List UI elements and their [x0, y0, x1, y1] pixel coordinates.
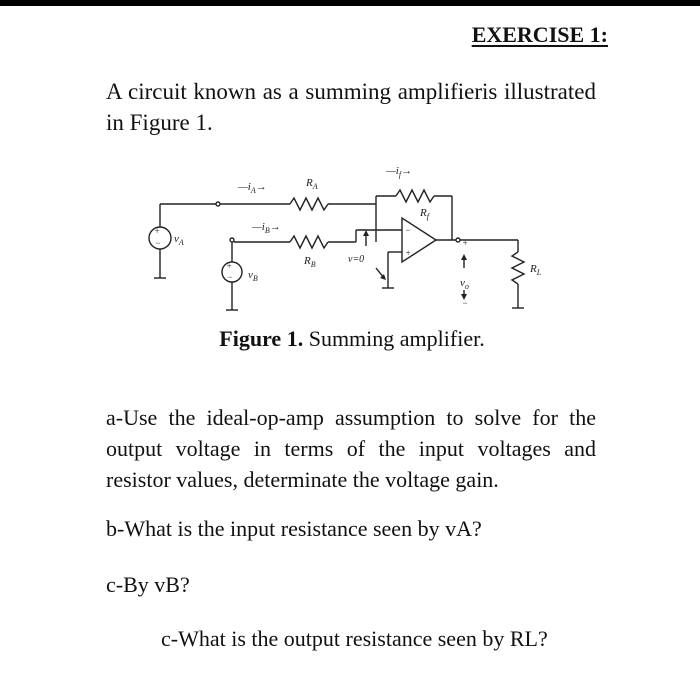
question-b: b-What is the input resistance seen by vA?	[106, 516, 482, 541]
top-border	[0, 0, 700, 6]
summing-amplifier-diagram	[140, 160, 560, 330]
svg-text:—iA→: $—i_A\to$	[238, 181, 267, 195]
svg-text:—iB→: $—i_B\to$	[252, 221, 281, 235]
resistor-rl	[512, 252, 524, 284]
svg-text:vo: $v_o$	[460, 277, 469, 291]
caption-text: Summing amplifier.	[303, 326, 485, 351]
figure-caption	[0, 326, 700, 352]
label-rl: R	[530, 263, 537, 275]
svg-text:−: −	[462, 298, 469, 308]
caption-label: Figure 1.	[219, 326, 304, 351]
intro-paragraph: A circuit known as a summing amplifieris illustrated in Figure 1.	[106, 79, 596, 135]
label-rf: R	[420, 207, 427, 219]
svg-text:RL: $R_L$	[530, 263, 542, 277]
label-rb: R	[304, 255, 311, 267]
question-d: c-What is the output resistance seen by RL?	[161, 626, 548, 651]
svg-text:—if→: $—i_f\to$	[386, 165, 413, 179]
svg-text:RA: $R_A$	[306, 177, 318, 191]
label-v-zero: v=0	[348, 254, 365, 265]
svg-text:vB: $v_B$	[248, 269, 258, 283]
svg-text:−: −	[155, 238, 162, 248]
question-a: a-Use the ideal-op-amp assumption to solve for the output voltage in terms of the input voltages and resistor values, determinate the voltage gain.	[106, 405, 596, 492]
exercise-title: EXERCISE 1:	[471, 22, 608, 47]
label-vb: v	[248, 269, 253, 281]
svg-text:vA: $v_A$	[174, 233, 184, 247]
label-ra: R	[306, 177, 313, 189]
question-c: c-By vB?	[106, 572, 190, 597]
label-va: v	[174, 233, 179, 245]
svg-text:RB: $R_B$	[304, 255, 316, 269]
svg-text:−: −	[405, 225, 412, 235]
svg-text:+: +	[405, 248, 412, 258]
resistor-rf	[396, 190, 434, 202]
label-vo: v	[460, 277, 465, 289]
svg-text:Rf: $R_f$	[420, 207, 429, 221]
resistor-ra	[290, 198, 328, 210]
svg-text:+: +	[462, 238, 469, 248]
svg-text:−: −	[227, 272, 234, 282]
svg-text:+: +	[226, 261, 233, 271]
resistor-rb	[290, 236, 328, 248]
svg-text:+: +	[154, 226, 161, 236]
